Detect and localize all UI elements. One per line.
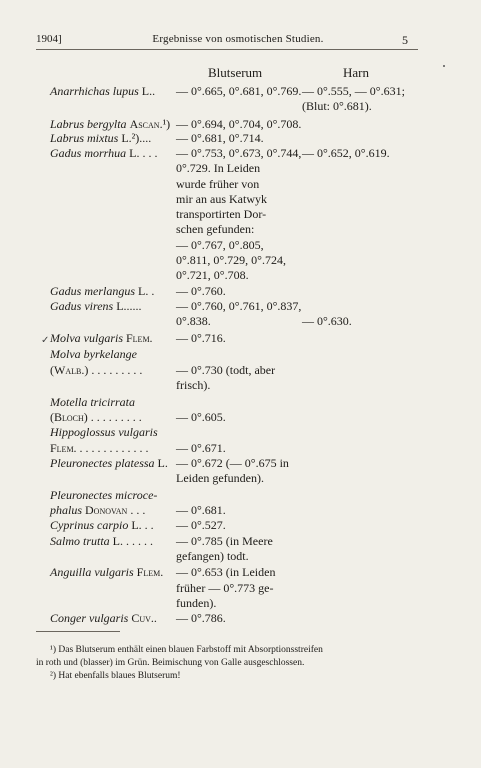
header-year: 1904] xyxy=(36,33,62,45)
species-name xyxy=(50,425,158,439)
blutserum-value: 0°.721, 0°.708. xyxy=(176,268,249,282)
blutserum-value: — 0°.681, 0°.714. xyxy=(176,131,264,145)
blutserum-value: — 0°.681. xyxy=(176,503,226,517)
harn-value: — 0°.555, — 0°.631; xyxy=(302,84,405,98)
author-abbrev: L. . xyxy=(138,284,155,298)
species-italic: Motella tricirrata xyxy=(50,395,135,409)
species-name xyxy=(50,488,157,502)
species-name xyxy=(50,611,157,625)
footnote-line: ¹) Das Blutserum enthält einen blauen Farbstoff mit Absorptionsstreifen xyxy=(50,645,323,655)
author-abbrev: L...... xyxy=(116,299,142,313)
species-italic: Gadus merlangus xyxy=(50,284,139,298)
blutserum-value: — 0°.786. xyxy=(176,611,226,625)
blutserum-value: — 0°.716. xyxy=(176,331,226,345)
harn-value: (Blut: 0°.681). xyxy=(302,99,372,113)
species-italic: Labrus mixtus xyxy=(50,131,122,145)
species-name xyxy=(50,410,142,424)
running-title: Ergebnisse von osmotischen Studien. xyxy=(152,33,324,45)
species-italic: Gadus morrhua xyxy=(50,146,130,160)
blutserum-value: — 0°.653 (in Leiden xyxy=(176,565,276,579)
author-abbrev: L. xyxy=(157,456,168,470)
blutserum-value: wurde früher von xyxy=(176,177,260,191)
species-name xyxy=(50,363,142,377)
blutserum-value: — 0°.760. xyxy=(176,284,226,298)
blutserum-value: — 0°.672 (— 0°.675 in xyxy=(176,456,289,470)
species-name xyxy=(50,456,168,470)
species-name xyxy=(50,534,153,548)
footnote-line: in roth und (blasser) im Grün. Beimischung von Galle ausgeschlossen. xyxy=(36,658,305,668)
author-abbrev: (Walb.) . . . . . . . . . xyxy=(50,363,143,377)
blutserum-value: — 0°.527. xyxy=(176,518,226,532)
blutserum-value: — 0°.605. xyxy=(176,410,226,424)
page-speck xyxy=(443,65,445,67)
author-abbrev: L.²).... xyxy=(121,131,152,145)
species-italic: Conger vulgaris xyxy=(50,611,132,625)
margin-mark: ✓ xyxy=(41,335,50,346)
species-italic: Molva byrkelange xyxy=(50,347,137,361)
blutserum-value: früher — 0°.773 ge- xyxy=(176,581,274,595)
blutserum-value: 0°.811, 0°.729, 0°.724, xyxy=(176,253,286,267)
blutserum-value: gefangen) todt. xyxy=(176,549,249,563)
blutserum-value: mir an aus Katwyk xyxy=(176,192,267,206)
species-name xyxy=(50,131,151,145)
blutserum-value: — 0°.730 (todt, aber xyxy=(176,363,276,377)
blutserum-value: — 0°.671. xyxy=(176,441,226,455)
blutserum-value: — 0°.785 (in Meere xyxy=(176,534,273,548)
header-rule xyxy=(36,49,418,50)
blutserum-value: — 0°.665, 0°.681, 0°.769. xyxy=(176,84,302,98)
harn-value: — 0°.652, 0°.619. xyxy=(302,146,390,160)
author-abbrev: Cuv.. xyxy=(131,611,157,625)
author-abbrev: Donovan . . . xyxy=(85,503,146,517)
species-name xyxy=(50,331,153,345)
author-abbrev: (Bloch) . . . . . . . . . xyxy=(50,410,142,424)
species-name xyxy=(50,117,170,131)
species-italic: Hippoglossus vulgaris xyxy=(50,425,158,439)
author-abbrev: Flem. . . . . . . . . . . . . xyxy=(50,441,149,455)
blutserum-value: — 0°.760, 0°.761, 0°.837, xyxy=(176,299,302,313)
species-name xyxy=(50,347,137,361)
author-abbrev: Ascan.¹) xyxy=(129,117,171,131)
species-name xyxy=(50,518,154,532)
species-italic: Gadus virens xyxy=(50,299,117,313)
species-italic: Cyprinus carpio xyxy=(50,518,132,532)
species-italic: Anguilla vulgaris xyxy=(50,565,137,579)
species-italic: Pleuronectes microce- xyxy=(50,488,158,502)
author-abbrev: Flem. xyxy=(136,565,164,579)
species-name xyxy=(50,284,154,298)
species-italic: Salmo trutta xyxy=(50,534,113,548)
species-italic: Molva vulgaris xyxy=(50,331,126,345)
species-italic: Pleuronectes platessa xyxy=(50,456,158,470)
blutserum-value: — 0°.753, 0°.673, 0°.744, xyxy=(176,146,302,160)
footnote-rule xyxy=(36,631,120,632)
species-name xyxy=(50,441,149,455)
species-name xyxy=(50,565,163,579)
species-name xyxy=(50,84,155,98)
blutserum-value: — 0°.694, 0°.704, 0°.708. xyxy=(176,117,302,131)
blutserum-value: — 0°.767, 0°.805, xyxy=(176,238,264,252)
column-header-harn: Harn xyxy=(343,65,369,80)
species-italic: Labrus bergylta xyxy=(50,117,130,131)
author-abbrev: L. . . . xyxy=(129,146,158,160)
blutserum-value: 0°.729. In Leiden xyxy=(176,161,261,175)
blutserum-value: frisch). xyxy=(176,378,211,392)
column-header-blutserum: Blutserum xyxy=(208,65,263,80)
species-name xyxy=(50,503,145,517)
species-name xyxy=(50,299,142,313)
harn-value: — 0°.630. xyxy=(302,314,352,328)
author-abbrev: L.. xyxy=(141,84,156,98)
author-abbrev: L. . . xyxy=(131,518,154,532)
blutserum-value: 0°.838. xyxy=(176,314,211,328)
species-italic: phalus xyxy=(50,503,86,517)
blutserum-value: funden). xyxy=(176,596,217,610)
footnote-line: ²) Hat ebenfalls blaues Blutserum! xyxy=(50,671,181,681)
species-name xyxy=(50,395,135,409)
blutserum-value: Leiden gefunden). xyxy=(176,471,264,485)
species-name xyxy=(50,146,157,160)
author-abbrev: Flem. xyxy=(126,331,153,345)
page-number: 5 xyxy=(402,33,408,47)
species-italic: Anarrhichas lupus xyxy=(50,84,142,98)
author-abbrev: L. . . . . . xyxy=(112,534,154,548)
blutserum-value: transportirten Dor- xyxy=(176,207,267,221)
blutserum-value: schen gefunden: xyxy=(176,222,255,236)
